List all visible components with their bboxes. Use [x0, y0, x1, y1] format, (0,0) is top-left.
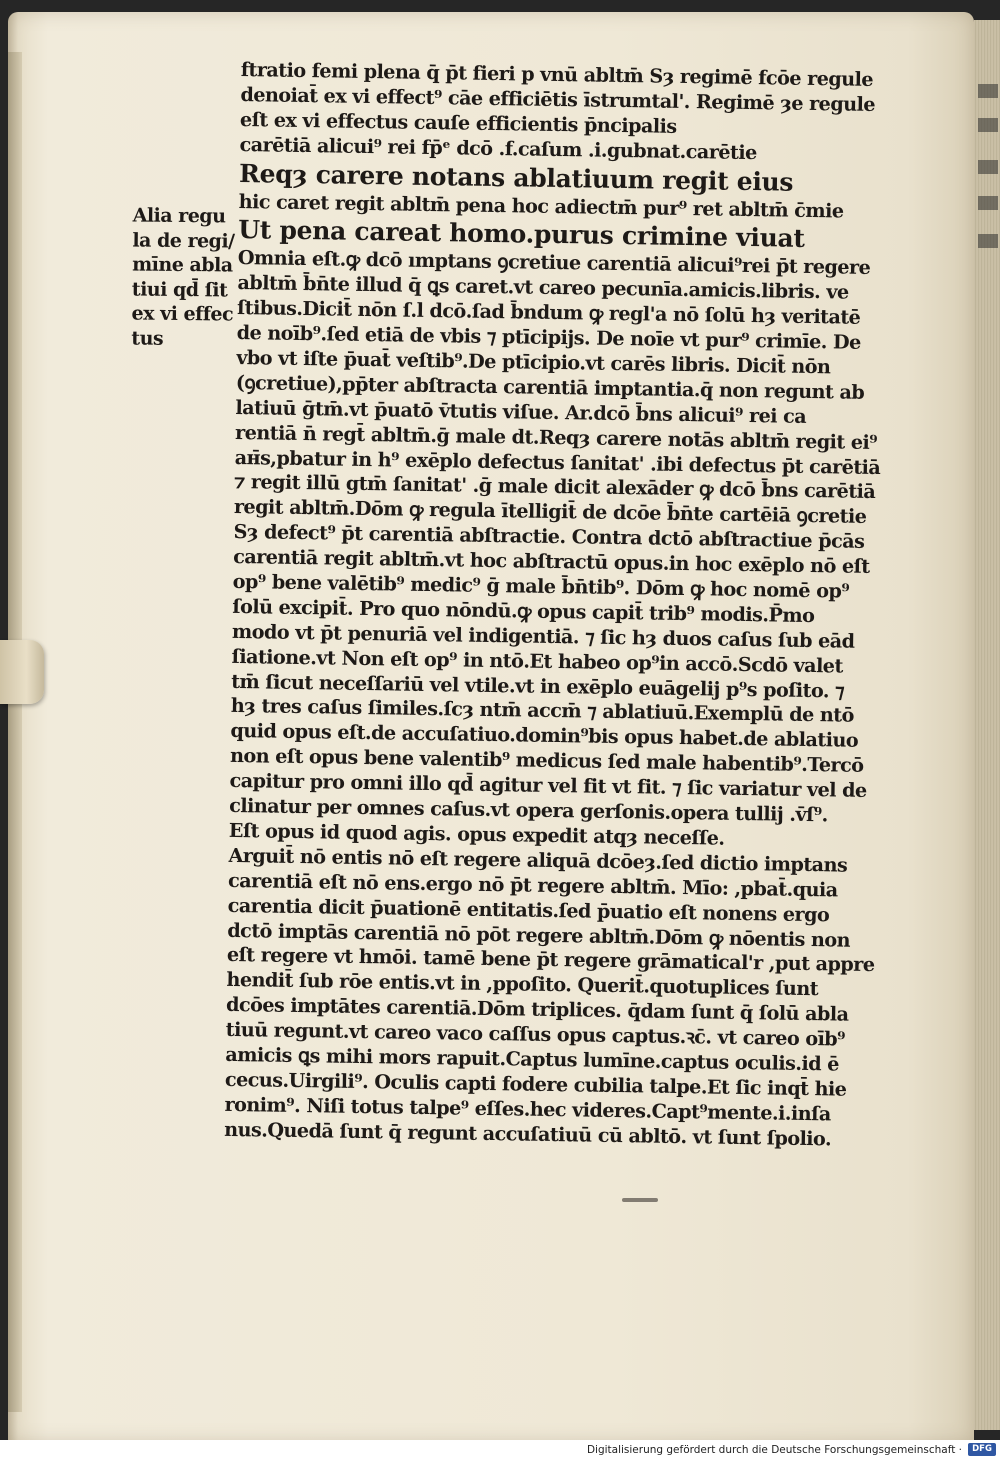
- text-line: dcōes imptātes carentiā.Dōm triplices. q̄dam ſunt q̄ ſolū abla: [225, 993, 849, 1026]
- facing-page-fragment: [978, 196, 998, 210]
- text-line: vbo vt iſte p̄uat̄ veſtib⁹.De ptīcipio.vt carēs libris. Dicit̄ nōn: [236, 345, 831, 379]
- text-line: carentiā regit abltm̄.vt hoc abſtractū opus.in hoc exēplo nō eſt: [232, 545, 870, 579]
- text-line: aн̄s,pbatur in h⁹ exēplo defectus ſanitat' .ibi defectus p̄t carētiā: [234, 445, 881, 479]
- book-clasp: [0, 640, 44, 704]
- text-line: capitur pro omni illo qd̄ agitur vel fit vt fit. ⁊ ſic variatur vel de: [229, 769, 867, 803]
- text-line: regit abltm̄.Dōm ꝙ regula ītelligit̄ de dcōe b̄n̄te cartēiā ꝯcretie: [233, 495, 867, 529]
- facing-page-fragment: [978, 234, 998, 248]
- text-line: hendit̄ ſub rōe entis.vt in ,ppoſito. Querit̄.quotuplices ſunt: [226, 968, 819, 1001]
- text-line: carentiā eſt nō ens.ergo nō p̄t regere abltm̄. Mīo: ,pbat̄.quia: [227, 868, 838, 902]
- text-line: Eſt opus id quod agis. opus expedit atqȝ neceſſe.: [228, 818, 725, 850]
- margin-note: [131, 203, 239, 351]
- facing-page-fragment: [978, 118, 998, 132]
- footer-credit: Digitalisierung gefördert durch die Deutsche Forschungsgemeinschaft ·: [586, 1443, 962, 1456]
- verse-line: Reqȝ carere notans ablatiuum regit eius: [238, 158, 794, 197]
- text-line: ſolū excipit̄. Pro quo nōndū.ꝙ opus capit̄ trib⁹ modis.P̄mo: [232, 594, 815, 627]
- text-line: ftratio femi plena q̄ p̄t fieri p vnū abltm̄ Sȝ regimē fcōe regule: [240, 58, 874, 91]
- text-line: clinatur per omnes caſus.vt opera gerſonis.opera tullij .v̄ſ⁹.: [229, 793, 828, 827]
- margin-note-line: tus: [131, 326, 164, 350]
- text-line: abltm̄ b̄n̄te illud q̄ ꝗs caret.vt careo pecunīa.amicis.libris. ve: [237, 271, 849, 304]
- text-line: carētiā alicui⁹ rei fp̄ᵉ dcō .f.caſum .i.gubnat.carētie: [239, 132, 757, 164]
- text-line: cecus.Uirgili⁹. Oculis capti fodere cubilia talpe.Et ſic inqt̄ hie: [224, 1067, 847, 1101]
- main-text-block: [224, 58, 911, 1153]
- margin-note-line: la de regi/: [132, 228, 235, 253]
- text-line: ſiatione.vt Non eſt op⁹ in ntō.Et habeo op⁹in accō.Scdō valet: [231, 644, 843, 678]
- footer-bar: [0, 1440, 1000, 1459]
- text-line: rentiā n̄ regt̄ abltm̄.ḡ male dt.Reqȝ carere notās abltm̄ regit ei⁹: [234, 420, 878, 454]
- text-line: ronim⁹. Niſi totus talpe⁹ eſſes.hec videres.Capt⁹mente.i.inſa: [224, 1092, 831, 1126]
- dfg-logo[interactable]: DFG: [968, 1443, 996, 1456]
- text-line: amicis ꝗs mihi mors rapuit.Captus lumīne.captus oculis.id ē: [225, 1042, 840, 1076]
- text-line: Sȝ defect⁹ p̄t carentiā abſtractie. Contra dctō abſtractiue p̄cās: [233, 520, 865, 554]
- text-line: ſtibus.Dicit̄ nōn ſ.l dcō.ſad b̄ndum ꝙ regl'a nō ſolū hȝ veritatē: [236, 296, 861, 329]
- facing-page-fragment: [978, 84, 998, 98]
- margin-note-line: mīne abla: [132, 253, 233, 277]
- text-line: Omnia eſt.ꝙ dcō ımptans ꝯcretiue carentiā alicui⁹rei p̄t regere: [237, 246, 871, 280]
- text-line: eſt ex vi effectus cauſe efficientis p̄ncipalis: [239, 107, 677, 138]
- text-line: carentia dicit p̄uationē entitatis.ſed p̄uatio eſt nonens ergo: [227, 893, 830, 926]
- text-line: nus.Quedā ſunt q̄ regunt accuſatiuū cū abltō. vt ſunt ſpolio.: [223, 1117, 832, 1151]
- text-line: tm̄ ſicut neceſſariū vel vtile.vt in exēplo euāgelij p⁹s poſito. ⁊: [231, 669, 845, 703]
- text-line: latiuū ḡtm̄.vt p̄uatō v̄tutis viſue. Ar.dcō b̄ns alicui⁹ rei ca: [235, 395, 807, 428]
- text-line: op⁹ bene valētib⁹ medic⁹ ḡ male b̄n̄tib⁹. Dōm ꝙ hoc nomē op⁹: [232, 569, 850, 603]
- facing-page-fragment: [978, 160, 998, 174]
- text-line: Arguit̄ nō entis nō eſt regere aliquā dcōeȝ.ſed dictio imptans: [228, 843, 848, 877]
- text-line: modo vt p̄t penuriā vel indigentiā. ⁊ ſic hȝ duos caſus ſub eād: [231, 619, 855, 653]
- margin-note-line: tiui qd̄ ſit: [131, 277, 228, 301]
- text-line: ⁊ regit illū gtm̄ ſanitat' .ḡ male dicit alexāder ꝙ dcō b̄ns carētiā: [234, 470, 876, 504]
- text-line: quid opus eſt.de accuſatiuo.domin⁹bis opus habet.de ablatiuo: [230, 719, 859, 753]
- text-line: dctō imptās carentiā nō pōt regere abltm̄.Dōm ꝙ nōentis non: [227, 918, 851, 952]
- page-mark: [622, 1198, 658, 1202]
- facing-page-edge: [974, 20, 1000, 1430]
- text-line: non eſt opus bene valentib⁹ medicus ſed male habentib⁹.Tercō: [229, 744, 864, 778]
- text-line: eſt regere vt hmōi. tamē bene p̄t regere grāmatical'r ,put appre: [226, 943, 875, 977]
- text-line: hic caret regit abltm̄ pena hoc adiectm̄ pur⁹ ret abltm̄ c̄mie: [238, 189, 844, 223]
- text-line: (ꝯcretiue),pp̄ter abſtracta carentiā imptantia.q̄ non regunt ab: [235, 370, 865, 404]
- text-line: denoiat̄ ex vi effect⁹ cāe efficiētis īstrumtal'. Regimē ȝe regule: [240, 82, 876, 116]
- margin-note-line: Alia regu: [132, 204, 226, 228]
- verse-line: Ut pena careat homo.purus crimine viuat: [238, 215, 805, 254]
- page-gutter: [8, 52, 22, 1412]
- text-line: de noīb⁹.ſed etiā de vbis ⁊ ptīcipijs. De noīe vt pur⁹ crimīe. De: [236, 321, 861, 354]
- margin-note-line: ex vi effec: [131, 302, 234, 326]
- text-line: tiuū regunt.vt careo vaco caſſus opus captus.ꝛc̄. vt careo oīb⁹: [225, 1017, 846, 1051]
- text-line: hȝ tres caſus ſimiles.ſcȝ ntm̄ accm̄ ⁊ ablatiuū.Exemplū de ntō: [230, 694, 854, 728]
